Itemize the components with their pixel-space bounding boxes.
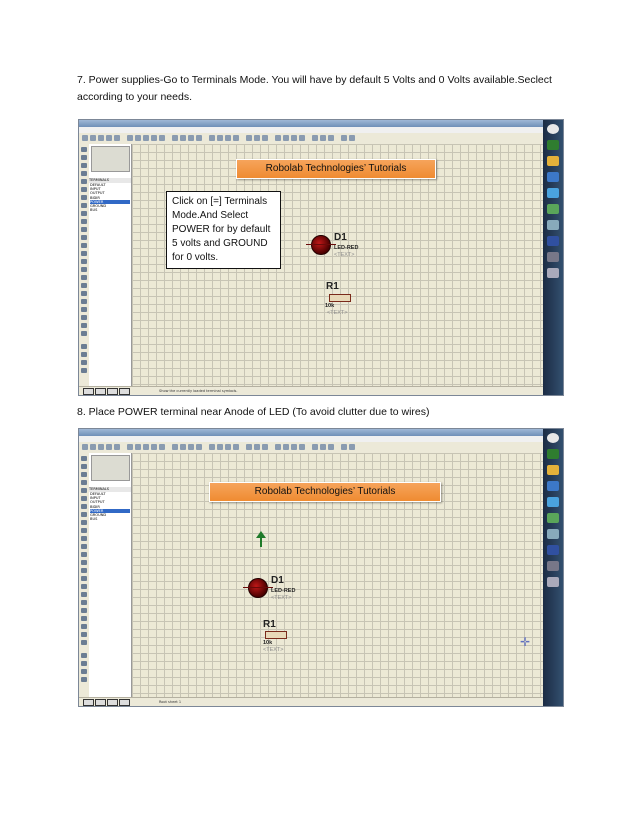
- led-value: LED-RED: [271, 588, 296, 594]
- crosshair-cursor-icon: ✛: [520, 635, 531, 649]
- tutorial-banner: Robolab Technologies’ Tutorials: [236, 159, 436, 179]
- resistor-symbol[interactable]: [265, 631, 287, 639]
- object-selector-panel: [89, 144, 132, 387]
- terminals-list[interactable]: [90, 183, 130, 212]
- status-bar: [79, 697, 543, 706]
- terminals-list[interactable]: [90, 492, 130, 521]
- window-titlebar: [79, 120, 563, 127]
- resistor-value: 10k: [263, 640, 273, 646]
- terminals-header: TERMINALS: [89, 487, 131, 492]
- terminal-item-selected[interactable]: POWER: [90, 509, 130, 513]
- preview-window: [91, 146, 130, 172]
- terminals-header: TERMINALS: [89, 178, 131, 183]
- terminal-item[interactable]: GROUND: [90, 204, 107, 209]
- simulation-controls[interactable]: [83, 699, 131, 707]
- step-8-instruction: 8. Place POWER terminal near Anode of LED (To avoid clutter due to wires): [77, 406, 430, 418]
- resistor-ref: R1: [326, 281, 339, 292]
- resistor-text: <TEXT>: [263, 647, 284, 653]
- terminal-item[interactable]: BUS: [90, 517, 98, 522]
- simulation-controls[interactable]: [83, 388, 131, 396]
- led-text: <TEXT>: [334, 252, 355, 258]
- resistor-symbol[interactable]: [329, 294, 351, 302]
- terminal-item[interactable]: INPUT: [90, 496, 101, 501]
- terminal-item[interactable]: OUTPUT: [90, 500, 105, 505]
- proteus-screenshot-power-placed: [78, 428, 564, 707]
- status-bar: [79, 386, 543, 395]
- power-terminal-icon[interactable]: [256, 531, 266, 547]
- terminal-item[interactable]: DEFAULT: [90, 183, 106, 187]
- resistor-value: 10k: [325, 303, 335, 309]
- led-text: <TEXT>: [271, 595, 292, 601]
- led-symbol[interactable]: [248, 578, 268, 598]
- status-message: Root sheet 1: [159, 700, 182, 704]
- led-ref: D1: [271, 575, 284, 586]
- led-value: LED-RED: [334, 245, 359, 251]
- tutorial-banner: Robolab Technologies’ Tutorials: [209, 482, 441, 502]
- resistor-text: <TEXT>: [327, 310, 348, 316]
- led-ref: D1: [334, 232, 347, 243]
- terminal-item[interactable]: BIDIR: [90, 504, 100, 509]
- terminal-item[interactable]: INPUT: [90, 187, 101, 192]
- preview-window: [91, 455, 130, 481]
- object-selector-panel: [89, 453, 132, 698]
- terminal-item-selected[interactable]: POWER: [90, 200, 130, 204]
- windows-sidebar: [543, 429, 563, 706]
- step-7-instruction: 7. Power supplies-Go to Terminals Mode. You will have by default 5 Volts and 0 Volts available.Seclect according to your needs.: [77, 74, 552, 103]
- instruction-callout: Click on [=] Terminals Mode.And Select POWER for by default 5 volts and GROUND for 0 volts.: [166, 191, 281, 269]
- terminal-item[interactable]: OUTPUT: [90, 191, 105, 196]
- terminal-item[interactable]: BUS: [90, 208, 98, 213]
- windows-sidebar: [543, 120, 563, 395]
- window-titlebar: [79, 429, 563, 436]
- status-message: Show the currently loaded terminal symbols.: [159, 389, 238, 393]
- terminal-item[interactable]: BIDIR: [90, 195, 100, 200]
- terminal-item[interactable]: GROUND: [90, 513, 107, 518]
- terminal-item[interactable]: DEFAULT: [90, 492, 106, 496]
- resistor-ref: R1: [263, 619, 276, 630]
- led-symbol[interactable]: [311, 235, 331, 255]
